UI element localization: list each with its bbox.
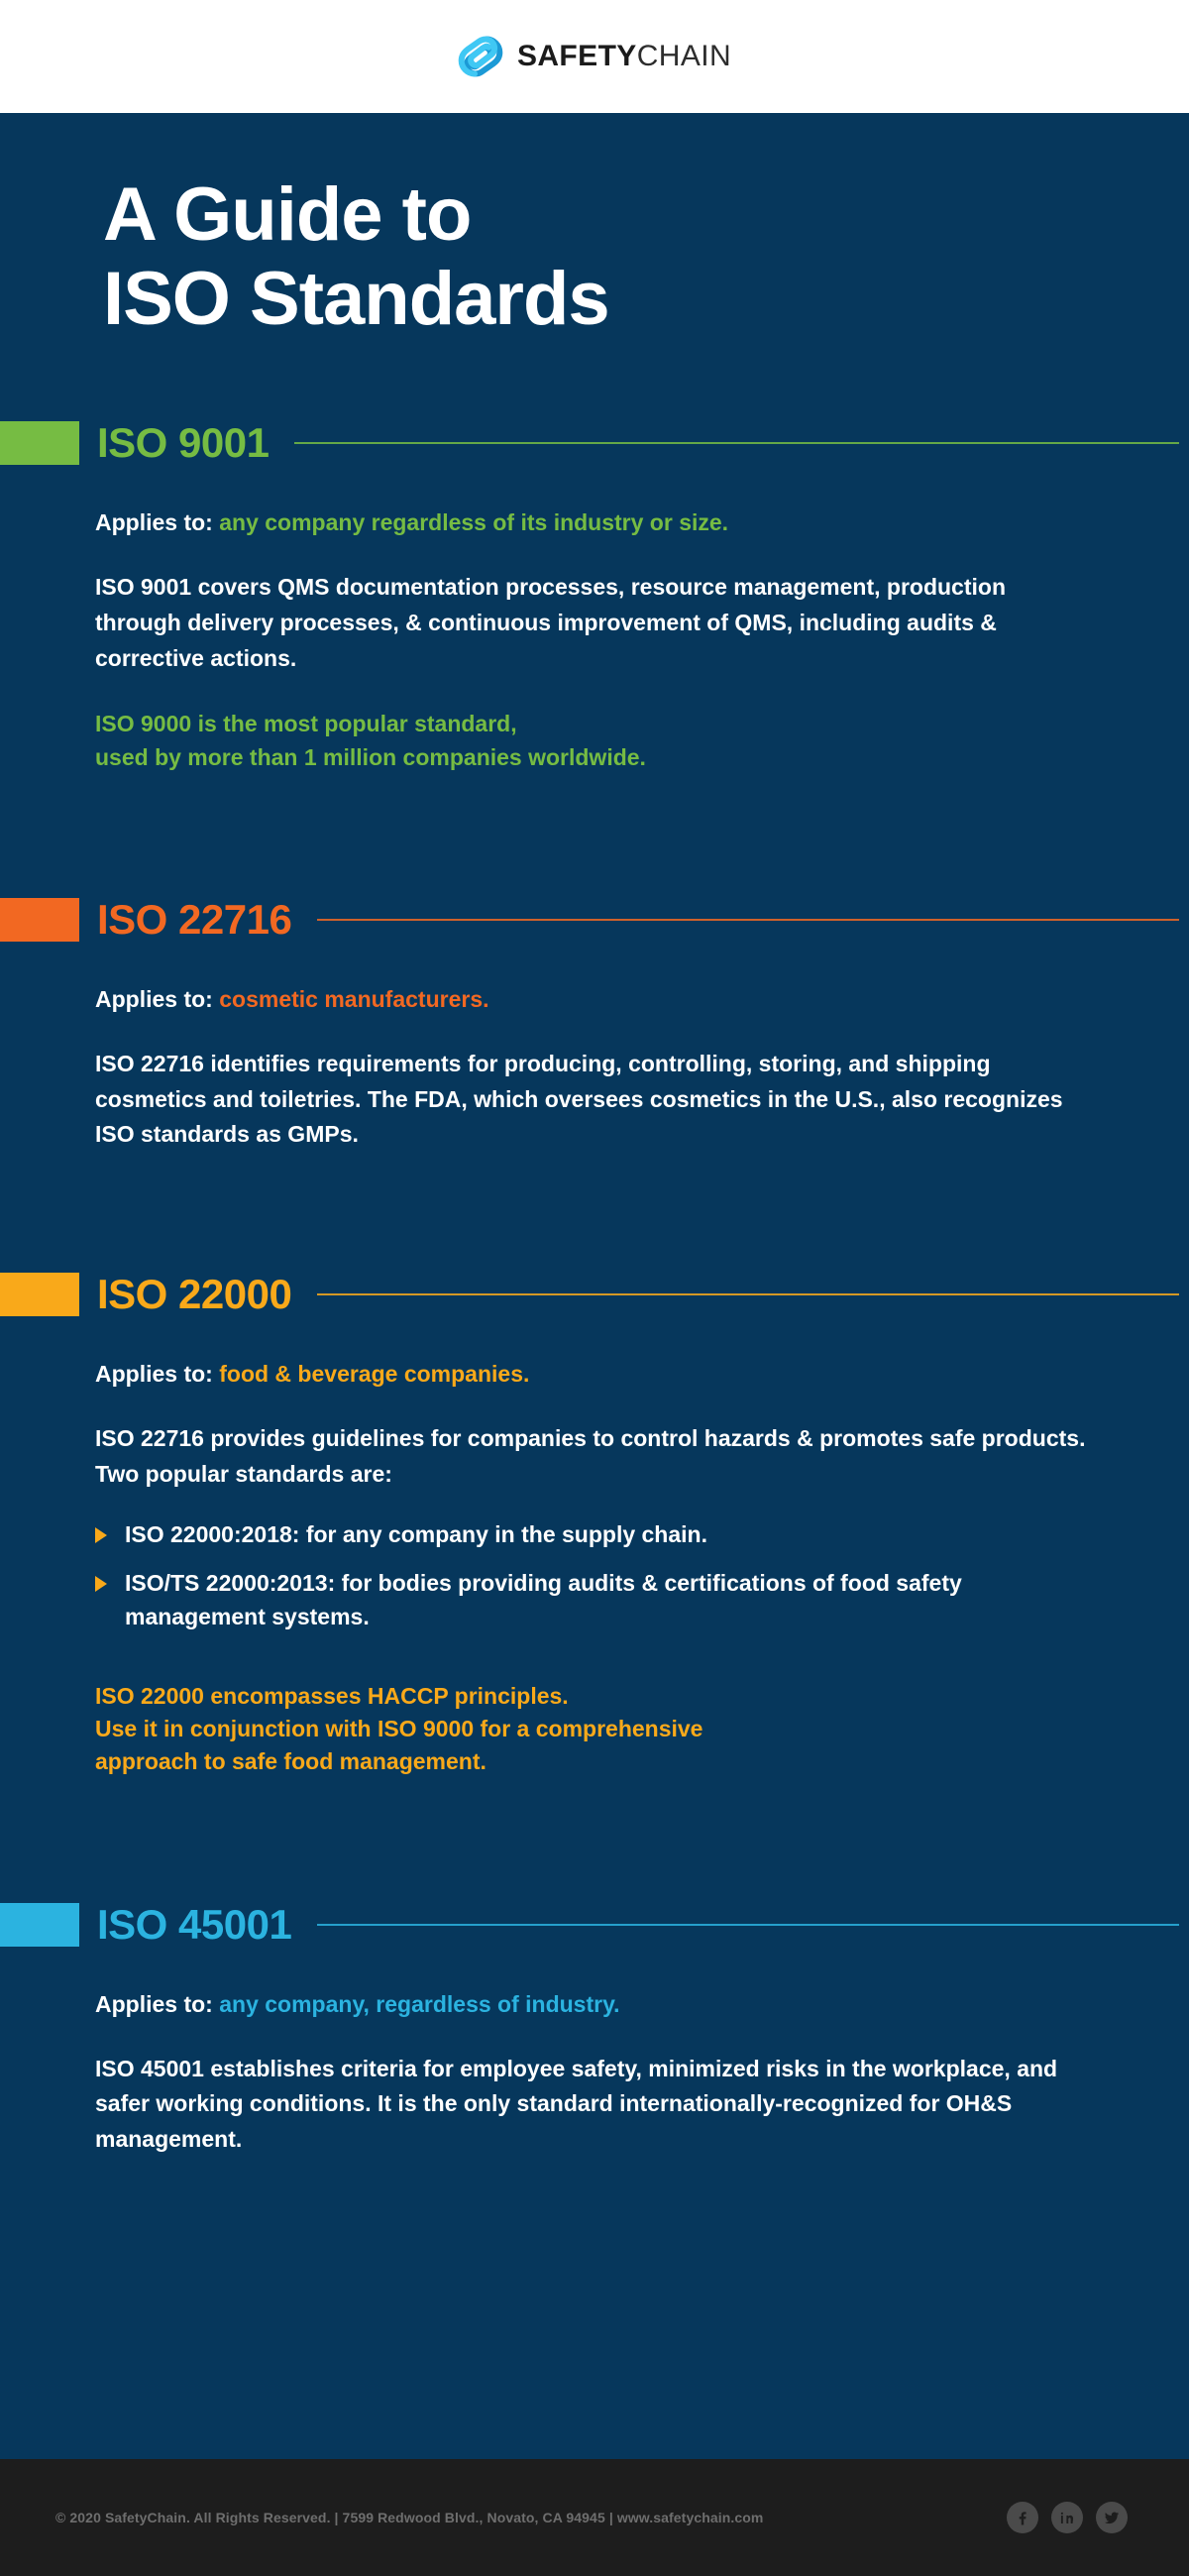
section-highlight — [95, 676, 1094, 774]
applies-to-label: Applies to: — [95, 1360, 213, 1387]
section-body — [0, 1956, 1189, 2158]
accent-chip-icon — [0, 1903, 79, 1947]
applies-to-line — [95, 474, 1094, 538]
applies-to-value: cosmetic manufacturers. — [219, 985, 489, 1012]
section-iso-9001 — [0, 341, 1189, 774]
safetychain-spiral-logo-icon — [458, 34, 503, 79]
linkedin-icon[interactable] — [1051, 2502, 1083, 2533]
section-iso-45001 — [0, 1779, 1189, 2158]
infographic-body — [0, 115, 1189, 2459]
social-links — [1007, 2502, 1128, 2533]
section-header-iso-22716 — [0, 889, 1189, 951]
list-item-text: ISO/TS 22000:2013: for bodies providing audits & certifications of food safety management systems. — [125, 1569, 962, 1630]
list-item-text: ISO 22000:2018: for any company in the supply chain. — [125, 1521, 707, 1548]
highlight-line: used by more than 1 million companies worldwide. — [95, 743, 646, 770]
section-divider — [317, 1924, 1179, 1926]
accent-chip-icon — [0, 1273, 79, 1316]
list-item — [95, 1566, 1094, 1648]
twitter-icon[interactable] — [1096, 2502, 1128, 2533]
accent-chip-icon — [0, 898, 79, 942]
brand-name-light: CHAIN — [636, 40, 732, 72]
applies-to-value: food & beverage companies. — [219, 1360, 530, 1387]
applies-to-line — [95, 1325, 1094, 1390]
applies-to-label: Applies to: — [95, 1990, 213, 2017]
section-paragraph: ISO 22716 identifies requirements for producing, controlling, storing, and shipping cosmetics and toiletries. The FDA, which oversees cosmetics in the U.S., also recognizes ISO standards as GMPs. — [95, 1050, 1063, 1148]
section-title: ISO 9001 — [97, 419, 270, 467]
accent-chip-icon — [0, 421, 79, 465]
brand-wordmark — [517, 42, 731, 71]
facebook-icon[interactable] — [1007, 2502, 1038, 2533]
section-header-iso-45001 — [0, 1894, 1189, 1956]
applies-to-value: any company, regardless of industry. — [219, 1990, 620, 2017]
brand-name-bold: SAFETY — [516, 40, 637, 72]
highlight-line: ISO 9000 is the most popular standard, — [95, 711, 517, 737]
section-divider — [294, 442, 1179, 444]
header-bar — [0, 0, 1189, 115]
main-title — [103, 172, 1189, 341]
section-body — [0, 474, 1189, 774]
applies-to-label: Applies to: — [95, 985, 213, 1012]
applies-to-value: any company regardless of its industry or size. — [219, 509, 729, 536]
footer-copyright: © 2020 SafetyChain. All Rights Reserved. | 7599 Redwood Blvd., Novato, CA 94945 | www.safetychain.com — [55, 2510, 764, 2525]
triangle-bullet-icon — [95, 1576, 109, 1592]
triangle-bullet-icon — [95, 1527, 109, 1543]
section-body — [0, 1325, 1189, 1779]
page-title — [0, 115, 1189, 341]
highlight-line: Use it in conjunction with ISO 9000 for a comprehensive — [95, 1716, 703, 1742]
section-title: ISO 45001 — [97, 1900, 292, 1948]
section-bullet-list — [95, 1492, 1094, 1648]
section-paragraph: ISO 9001 covers QMS documentation processes, resource management, production through delivery processes, & continuous improvement of QMS, including audits & corrective actions. — [95, 574, 1007, 671]
section-paragraph: ISO 45001 establishes criteria for employee safety, minimized risks in the workplace, and safer working conditions. It is the only standard internationally-recognized for OH&S management. — [95, 2055, 1058, 2153]
section-header-iso-9001 — [0, 412, 1189, 474]
footer-bar — [0, 2459, 1189, 2576]
highlight-line: ISO 22000 encompasses HACCP principles. — [95, 1682, 569, 1709]
brand-logo[interactable] — [458, 34, 731, 79]
list-item — [95, 1517, 1094, 1566]
section-body — [0, 951, 1189, 1153]
section-title: ISO 22716 — [97, 895, 292, 943]
applies-to-line — [95, 1956, 1094, 2020]
title-line-2: ISO Standards — [103, 257, 609, 342]
section-highlight — [95, 1648, 1094, 1779]
section-title: ISO 22000 — [97, 1270, 292, 1317]
applies-to-line — [95, 951, 1094, 1015]
section-iso-22000 — [0, 1153, 1189, 1779]
section-iso-22716 — [0, 774, 1189, 1153]
applies-to-label: Applies to: — [95, 509, 213, 536]
section-divider — [317, 1293, 1179, 1295]
highlight-line: approach to safe food management. — [95, 1748, 486, 1775]
section-paragraph: ISO 22716 provides guidelines for companies to control hazards & promotes safe products. Two popular standards are: — [95, 1424, 1086, 1487]
section-header-iso-22000 — [0, 1264, 1189, 1325]
section-divider — [317, 919, 1179, 921]
title-line-1: A Guide to — [103, 172, 472, 257]
